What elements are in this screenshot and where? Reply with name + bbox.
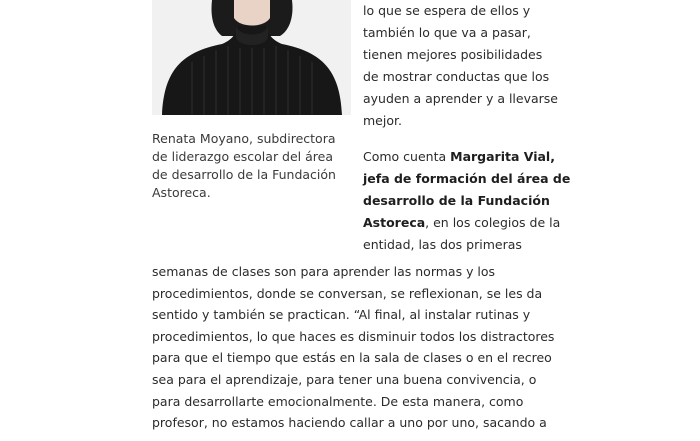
text-line: lo que se espera de ellos y [363,3,531,18]
caption-line: de desarrollo de la Fundación [152,167,336,182]
person-role: desarrollo de la Fundación [363,193,550,208]
text-line: sentido y también se practican. “Al final, al instalar rutinas y [152,307,531,323]
text-line: procedimientos, donde se conversan, se reflexionan, se les da [152,285,543,301]
person-name: Margarita Vial, [450,149,555,164]
portrait-photo [152,0,351,115]
photo-caption [152,130,357,202]
text-line: ayuden a aprender y a llevarse [363,91,558,106]
right-column-text [363,0,693,252]
person-role: jefa de formación del área de [363,171,571,186]
text-line: profesor, no estamos haciendo callar a uno por uno, sacando a [152,415,547,431]
paragraph-margarita-vial [363,146,693,256]
text-line: para que el tiempo que estás en la sala de clases o en el recreo [152,350,552,366]
tail-text: , en los colegios de la [425,215,561,230]
text-line: sea para el aprendizaje, para tener una buena convivencia, o [152,371,537,387]
text-line [363,190,693,212]
text-line [363,168,693,190]
text-line [363,146,693,168]
text-line: para desarrollarte emocionalmente. De esta manera, como [152,393,524,409]
paragraph-expectations [363,0,693,132]
caption-line: de liderazgo escolar del área [152,149,333,164]
caption-line: Renata Moyano, subdirectora [152,131,336,146]
text-line: de mostrar conductas que los [363,69,550,84]
text-line: mejor. [363,113,402,128]
text-line: procedimientos, lo que haces es disminuir todos los distractores [152,328,555,344]
text-line: también lo que va a pasar, [363,25,531,40]
text-line: entidad, las dos primeras [363,237,522,252]
text-line [363,212,693,234]
text-line: tienen mejores posibilidades [363,47,543,62]
body-paragraph [152,261,692,434]
caption-line: Astoreca. [152,185,211,200]
portrait-illustration [152,0,351,115]
organization-name: Astoreca [363,215,426,230]
text-line: semanas de clases son para aprender las normas y los [152,264,496,279]
intro-text: Como cuenta [363,149,451,164]
